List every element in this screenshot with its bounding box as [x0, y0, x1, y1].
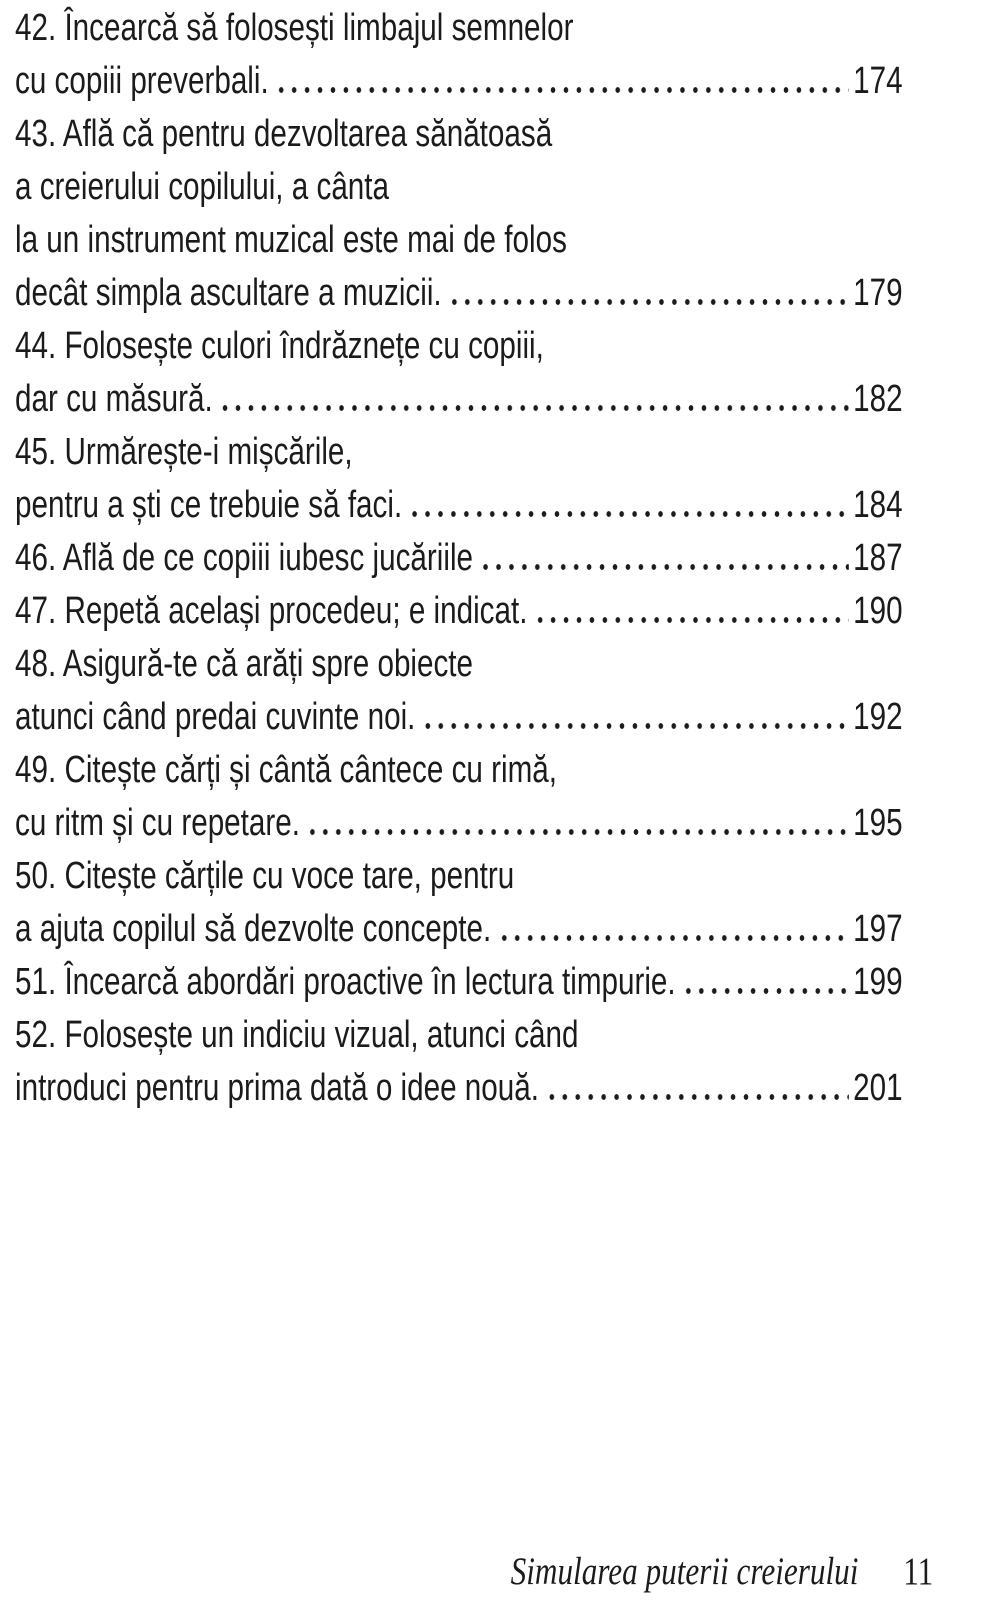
toc-line: [15, 850, 903, 903]
toc-line-text: 50. Citește cărțile cu voce tare, pentru: [15, 855, 515, 897]
toc-line: [15, 1062, 903, 1115]
toc-page-number: 187: [853, 537, 903, 579]
toc-line-text: 48. Asigură-te că arăți spre obiecte: [15, 643, 474, 685]
running-book-title: Simularea puterii creierului: [510, 1550, 859, 1593]
dot-leader: [448, 299, 849, 305]
toc-line: [15, 956, 903, 1009]
dot-leader: [545, 1094, 848, 1100]
dot-leader: [275, 87, 849, 93]
toc-line-text: a ajuta copilul să dezvolte concepte.: [15, 908, 492, 950]
toc-line-text: 51. Încearcă abordări proactive în lectura timpurie.: [15, 961, 676, 1003]
toc-line: [15, 797, 903, 850]
toc-line: [15, 691, 903, 744]
toc-line: [15, 320, 903, 373]
toc-line: [15, 744, 903, 797]
toc-page-number: 201: [853, 1067, 903, 1109]
toc-line-text: 49. Citește cărți și cântă cântece cu rimă,: [15, 749, 557, 791]
dot-leader: [408, 511, 848, 517]
page-number: 11: [902, 1550, 933, 1593]
toc-line: [15, 2, 903, 55]
toc-line: [15, 267, 903, 320]
page-footer: [510, 1549, 933, 1594]
dot-leader: [479, 564, 848, 570]
toc-line-text: 52. Folosește un indiciu vizual, atunci când: [15, 1014, 579, 1056]
toc-line-text: dar cu măsură.: [15, 378, 213, 420]
toc-page-number: 184: [853, 484, 903, 526]
dot-leader: [497, 935, 848, 941]
dot-leader: [422, 723, 849, 729]
toc-line-text: cu ritm și cu repetare.: [15, 802, 300, 844]
toc-line-text: introduci pentru prima dată o idee nouă.: [15, 1067, 539, 1109]
toc-page-number: 179: [853, 272, 903, 314]
toc-line-text: cu copiii preverbali.: [15, 60, 269, 102]
toc-line: [15, 426, 903, 479]
toc-line: [15, 55, 903, 108]
toc-list: [15, 2, 903, 1115]
dot-leader: [219, 405, 849, 411]
toc-page-number: 192: [853, 696, 903, 738]
toc-line: [15, 373, 903, 426]
toc-page-number: 174: [853, 60, 903, 102]
toc-line: [15, 638, 903, 691]
toc-line-text: 46. Află de ce copiii iubesc jucăriile: [15, 537, 474, 579]
toc-line-text: 44. Folosește culori îndrăznețe cu copiii,: [15, 325, 544, 367]
dot-leader: [682, 988, 849, 994]
toc-page-number: 182: [853, 378, 903, 420]
toc-line-text: 43. Află că pentru dezvoltarea sănătoasă: [15, 113, 553, 155]
toc-line: [15, 532, 903, 585]
toc-line-text: decât simpla ascultare a muzicii.: [15, 272, 442, 314]
toc-page-number: 199: [853, 961, 903, 1003]
toc-page-number: 190: [853, 590, 903, 632]
toc-page-number: 197: [853, 908, 903, 950]
toc-line: [15, 903, 903, 956]
toc-line: [15, 1009, 903, 1062]
toc-line: [15, 108, 903, 161]
dot-leader: [306, 829, 848, 835]
toc-line-text: atunci când predai cuvinte noi.: [15, 696, 416, 738]
toc-line: [15, 585, 903, 638]
toc-line-text: la un instrument muzical este mai de folos: [15, 219, 567, 261]
toc-line-text: 45. Urmărește-i mișcările,: [15, 431, 353, 473]
toc-line-text: pentru a ști ce trebuie să faci.: [15, 484, 403, 526]
toc-page-number: 195: [853, 802, 903, 844]
toc-line-text: a creierului copilului, a cânta: [15, 166, 390, 208]
toc-line: [15, 479, 903, 532]
toc-line: [15, 161, 903, 214]
dot-leader: [534, 617, 849, 623]
toc-line: [15, 214, 903, 267]
toc-line-text: 42. Încearcă să folosești limbajul semnelor: [15, 7, 574, 49]
toc-line-text: 47. Repetă același procedeu; e indicat.: [15, 590, 528, 632]
